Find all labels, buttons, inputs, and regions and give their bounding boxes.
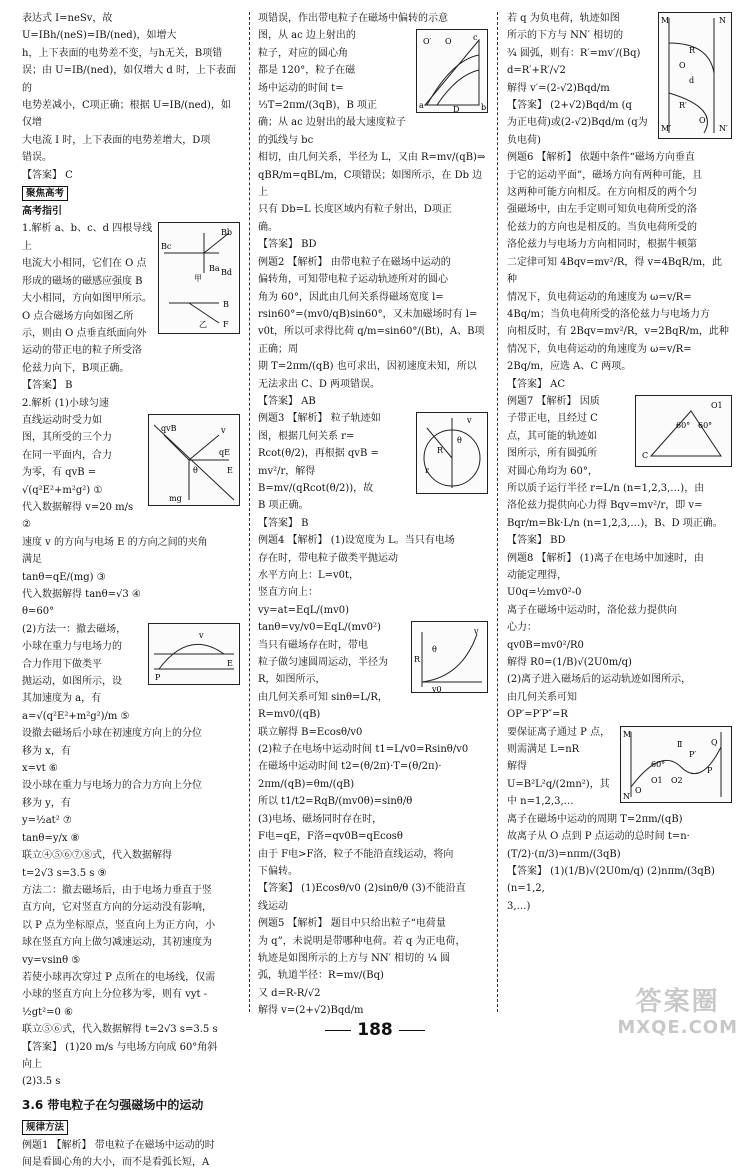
text-line: 示，则由 O 点垂直纸面向外 (22, 327, 147, 339)
text-line: 电势差减小，C项正确；根据 U=IB/(ned)，如仅增 (22, 100, 231, 129)
text-line: 只有 Db=L 长度区域内有粒子射出，D项正 (258, 204, 452, 216)
text-line: 子带正电，且经过 C (507, 413, 598, 425)
figure-label: v (221, 425, 226, 435)
figure-label: O′ (423, 37, 432, 47)
text-line: 运动的带正电的粒子所受洛 (22, 345, 142, 357)
text-line: 竖直方向上： (258, 587, 318, 599)
text-line: 球在竖直方向上做匀减速运动，其初速度为 (22, 937, 212, 949)
text-line: 【答案】 AB (258, 395, 316, 407)
text-line: 解得 R0=(1/B)√(2U0m/q) (507, 657, 632, 669)
column-divider-left (249, 12, 250, 1012)
text-line: 当只有磁场存在时，带电 (258, 639, 368, 651)
text-line: 为正电荷)或(2-√2)Bqd/m (q为负电荷) (507, 117, 648, 146)
figure-label: θ (193, 465, 198, 475)
text-line: 【答案】 BD (507, 535, 566, 547)
text-line: √(q²E²+m²g²) ① (22, 484, 103, 496)
figure-label: D (453, 105, 460, 115)
text-line: 联立⑤⑥式，代入数据解得 t=2√3 s=3.5 s (22, 1024, 218, 1036)
text-line: 误；由 U=IB/(ned)，如仅增大 d 时，上下表面的 (22, 65, 236, 94)
figure-label: R′ (679, 101, 687, 110)
text-line: (2)方法一：撤去磁场， (22, 623, 127, 635)
text-line: 期 T=2πm/(qB) 也可求出，因初速度未知，所以 (258, 361, 477, 373)
text-line: F电=qE，F洛=qv0B=qEcosθ (258, 831, 403, 843)
text-line: 【答案】 BD (258, 239, 317, 251)
column-right (507, 10, 732, 1020)
text-line: 例题6 【解析】 依题中条件“磁场方向垂直 (507, 152, 695, 164)
text-line: 图，从 ac 边上射出的 (258, 30, 356, 42)
figure-label: 60° (651, 759, 666, 769)
text-line: 洛伦兹力提供向心力得 Bqv=mv²/r，即 v= (507, 500, 703, 512)
figure-label: R (414, 655, 421, 665)
text-line: 例题2 【解析】 由带电粒子在磁场中运动的 (258, 256, 451, 268)
figure-label: O (445, 37, 452, 47)
text-line: rsin60°=(mv0/qB)sin60°，又未加磁场时有 l= (258, 308, 478, 320)
text-line: 3,…) (507, 900, 531, 912)
text-line: 设撤去磁场后小球在初速度方向上的分位 (22, 728, 202, 740)
figure-label: v (474, 627, 479, 637)
figure-label: 60° (698, 420, 713, 430)
figure-label: θ (432, 645, 437, 655)
text-line: 代入数据解得 tanθ=√3 ④ (22, 589, 141, 600)
figure-label: Bd (221, 268, 232, 278)
text-line: ⅓T=2πm/(3qB)，B 项正 (258, 100, 377, 112)
text-line: 间是看圆心角的大小，而不是看弧长短，A (22, 1157, 210, 1169)
text-line: d=R′+R′/√2 (507, 65, 566, 77)
text-line: 4Bq/m；当负电荷所受的洛伦兹力与电场力方 (507, 308, 710, 320)
text-line: 相切，由几何关系，半径为 L，又由 R=mv/(qB)⇒ (258, 152, 486, 164)
text-line: (2)粒子在电场中运动时间 t1=L/v0=Rsinθ/v0 (258, 744, 469, 756)
text-line: 又 d=R-R/√2 (258, 987, 321, 999)
text-line: 对圆心角均为 60°， (507, 465, 598, 477)
figure-label: B (223, 300, 229, 310)
text-line: 【答案】 C (22, 169, 73, 181)
text-line: 粒子做匀速圆周运动，半径为 R，如图所示， (258, 657, 388, 686)
text-line: 为 q”，未说明是带哪种电荷。若 q 为正电荷， (258, 935, 466, 947)
text-line: U0q=½mv0²-0 (507, 587, 582, 599)
text-line: 二定律可知 4Bqv=mv²/R，得 v=4BqR/m，此种 (507, 256, 723, 286)
text-line: v0t，所以可求得比荷 q/m=sin60°/(Bt)，A、B项正确；周 (258, 326, 485, 355)
figure-label: Q (711, 737, 718, 747)
text-line: 其加速度为 a，有 (22, 693, 102, 705)
figure-c2_fig3 (411, 621, 488, 693)
text-line: 于它的运动平面”，磁场方向有两种可能，且 (507, 169, 703, 181)
text-line: 都是 120°，粒子在磁 (258, 65, 356, 77)
text-line: t=2√3 s=3.5 s ⑨ (22, 867, 107, 879)
text-line: 所示的下方与 NN′ 相切的 (507, 30, 624, 42)
text-line: Rcot(θ/2)，再根据 qvB = (258, 448, 379, 460)
text-line: B 项正确。 (258, 500, 309, 512)
text-line: qBR/m=qBL/m，C项错误；如图所示，在 Db 边上 (258, 169, 483, 199)
figure-label: N (719, 16, 726, 25)
figure-label: F (223, 320, 229, 330)
text-line: 错误。 (22, 152, 52, 164)
figure-label: M′ (661, 124, 672, 133)
column-middle (258, 10, 488, 1020)
text-line: tanθ=y/x ⑧ (22, 832, 80, 844)
figure-label: 甲 (194, 274, 202, 284)
figure-label: E (227, 658, 233, 668)
figure-label: qE (219, 447, 230, 457)
text-line: 水平方向上：L=v0t， (258, 570, 360, 581)
section-badge: 聚焦高考 (22, 186, 68, 201)
text-line: 图所示，所有圆弧所 (507, 448, 597, 460)
text-line: 要保证离子通过 P 点， (507, 726, 611, 738)
text-line: 离子在磁场中运动时，洛伦兹力提供向 (507, 604, 677, 616)
figure-label: E (227, 465, 233, 475)
figure-c3_fig3 (620, 726, 732, 803)
text-line: tanθ=qE/(mg) ③ (22, 571, 106, 583)
watermark-logo (617, 989, 738, 1041)
text-line: 2Bq/m，应选 A、C 两项。 (507, 361, 632, 373)
text-line: h，上下表面的电势差不变，与h无关，B项错 (22, 47, 223, 59)
figure-c1_fig1 (158, 222, 240, 334)
text-line: 轨迹是如图所示的上方与 NN′ 相切的 ¼ 圆 (258, 952, 451, 964)
text-line: 移为 x，有 (22, 745, 71, 757)
figure-label: 60° (676, 420, 691, 430)
subsection-heading: 高考指引 (22, 206, 62, 218)
text-line: 动能定理得， (507, 570, 567, 581)
figure-c2_fig1 (416, 29, 488, 113)
text-line: 联立解得 B=Ecosθ/v0 (258, 726, 363, 738)
text-line: 无法求出 C、D 两项错误。 (258, 378, 381, 390)
figure-label: c (473, 33, 478, 43)
figure-label: R (437, 446, 444, 456)
text-line: x=vt ⑥ (22, 763, 58, 775)
text-line: 向相反时，有 2Bqv=mv²/R，v=2BqR/m，此种 (507, 326, 729, 338)
figure-label: R (689, 46, 696, 55)
figure-label: r (425, 466, 429, 476)
column-divider-right (497, 12, 498, 1012)
text-line: 图，根据几何关系 r= (258, 430, 355, 442)
figure-label: v (467, 416, 472, 426)
text-line: 电流大小相同，它们在 O 点 (22, 258, 147, 270)
figure-label: M (623, 729, 632, 739)
text-line: 确；从 ac 边射出的最大速度粒子的弧线与 bc (258, 117, 406, 146)
text-line: 在磁场中运动时间 t2=(θ/2π)·T=(θ/2π)· (258, 761, 442, 773)
figure-label: O′ (699, 116, 708, 125)
text-line: 合力作用下做类平 (22, 658, 102, 670)
text-line: 所以质子运行半径 r=L/n (n=1,2,3,…)，由 (507, 482, 705, 494)
text-line: 方法二：撤去磁场后，由于电场力垂直于竖 (22, 884, 212, 896)
text-line: 情况下，负电荷运动的角速度为 ω=v/R= (507, 343, 692, 355)
text-line: 洛伦兹力与电场力方向相同时，根据牛顿第 (507, 239, 697, 251)
text-line: (2)离子进入磁场后的运动轨迹如图所示， (507, 674, 692, 686)
text-line: 直方向，它对竖直方向的分运动没有影响， (22, 902, 212, 914)
text-line: 强磁场中，由左手定则可知负电荷所受的洛 (507, 204, 697, 216)
text-line: 小球在重力与电场力的 (22, 641, 122, 653)
text-line: 例题1 【解析】 带电粒子在磁场中运动的时 (22, 1139, 215, 1151)
text-line: 图，其所受的三个力 (22, 432, 112, 444)
text-line: 【答案】 B (22, 380, 73, 392)
text-line: 【答案】 AC (507, 378, 566, 390)
text-line: qv0B=mv0²/R0 (507, 639, 584, 651)
text-line: 【答案】 (1)20 m/s 与电场方向成 60°角斜 (22, 1041, 218, 1053)
figure-label: Ⅱ (677, 739, 683, 749)
text-line: 大小相同，方向如图甲所示。 (22, 293, 152, 305)
text-line: 大电流 I 时，上下表面的电势差增大，D项 (22, 134, 211, 146)
text-line: 2πm/(qB)=θm/(qB) (258, 778, 355, 790)
figure-label: a (419, 101, 424, 111)
text-line: 点，其可能的轨迹如 (507, 430, 597, 442)
watermark-line1: 答案圈 (635, 987, 720, 1017)
text-line: OP′=P′P″=R (507, 709, 568, 721)
text-line: 弧，轨道半径：R=mv/(Bq) (258, 970, 384, 982)
text-line: 表达式 I=neSv，故 U=IBh/(neS)=IB/(ned)，如增大 (22, 13, 177, 42)
text-line: 解得 v′=(2-√2)Bqd/m (507, 82, 610, 94)
text-line: 2.解析 (1)小球匀速 (22, 397, 109, 409)
figure-c3_fig2 (635, 395, 732, 467)
text-line: 场中运动的时间 t= (258, 82, 344, 94)
text-line: 则需满足 L=nR (507, 744, 580, 756)
text-line: 线运动 (258, 900, 288, 912)
text-line: 心力： (507, 622, 537, 634)
text-line: θ=60° (22, 606, 55, 618)
text-line: 偏转角，可知带电粒子运动轨迹所对的圆心 (258, 274, 448, 286)
figure-label: P (155, 672, 161, 682)
text-line: tanθ=vy/v0=EqL/(mv0²) (258, 622, 381, 634)
text-line: vy=vsinθ ⑤ (22, 954, 81, 966)
figure-c3_fig1 (658, 12, 732, 139)
figure-c2_fig2 (416, 412, 488, 494)
text-line: 移为 y，有 (22, 797, 71, 809)
column-left (22, 10, 240, 1169)
text-line: 向上 (22, 1058, 42, 1070)
text-line: 在同一平面内，合力 (22, 449, 112, 461)
text-line: 为零，有 qvB = (22, 467, 97, 479)
text-line: 【答案】 (1)Ecosθ/v0 (2)sinθ/θ (3)不能沿直 (258, 883, 466, 895)
figure-label: v (199, 630, 204, 640)
figure-label: O1 (711, 400, 723, 410)
text-line: 由几何关系可知 (507, 691, 577, 703)
text-line: 直线运动时受力如 (22, 414, 102, 426)
text-line: 角为 60°，因此由几何关系得磁场宽度 l= (258, 291, 444, 303)
text-line: 解得 v=(2+√2)Bqd/m (258, 1005, 364, 1017)
text-line: 速度 v 的方向与电场 E 的方向之间的夹角 (22, 536, 208, 548)
text-line: 1.解析 a、b、c、d 四根导线上 (22, 223, 153, 252)
text-line: 伦兹力的方向也是相反的。当负电荷所受的 (507, 221, 697, 233)
text-line: 伦兹力向下，B项正确。 (22, 362, 130, 374)
text-line: 例题7 【解析】 因质 (507, 395, 600, 407)
figure-label: O1 (651, 775, 663, 785)
watermark-line2: MXQE.COM (617, 1017, 738, 1038)
text-line: 小球的竖直方向上分位移为零，则有 vyt - (22, 989, 208, 1001)
page-number-text: 188 (357, 1020, 393, 1040)
figure-label: θ (457, 436, 462, 446)
text-line: 若使小球再次穿过 P 点所在的电场线，仅需 (22, 971, 216, 983)
section-badge: 规律方法 (22, 1120, 68, 1135)
text-line: 【答案】 (2+√2)Bqd/m (q (507, 100, 632, 112)
text-line: ¾ 圆弧，则有：R′=mv′/(Bq) (507, 47, 641, 59)
text-line: 粒子，对应的圆心角 (258, 47, 348, 59)
text-line: 故离子从 O 点到 P 点运动的总时间 t=n· (507, 831, 690, 843)
figure-label: M (661, 16, 670, 25)
text-line: 由几何关系可知 sinθ=L/R，R=mv0/(qB) (258, 691, 388, 721)
text-line: Bqr/m=Bk·L/n (n=1,2,3,…)，B、D 项正确。 (507, 517, 723, 529)
text-line: 例题5 【解析】 题目中只给出粒子“电荷量 (258, 918, 446, 930)
figure-label: N′ (719, 124, 728, 133)
text-line: 【答案】 (1)(1/B)√(2U0m/q) (2)nπm/(3qB) (n=1,2, (507, 865, 715, 895)
text-line: O 点合磁场方向如图乙所 (22, 310, 134, 322)
text-line: vy=at=EqL/(mv0) (258, 604, 350, 616)
text-line: 设小球在重力与电场力的合力方向上分位 (22, 780, 202, 792)
figure-c1_fig2 (148, 414, 240, 506)
figure-label: v0 (432, 685, 442, 695)
figure-label: P′ (689, 749, 697, 759)
text-line: 确。 (258, 221, 278, 233)
text-line: mv²/r，解得 B=mv/(qRcot(θ/2))，故 (258, 465, 374, 494)
text-line: 联立④⑤⑥⑦⑧式，代入数据解得 (22, 850, 172, 862)
text-line: 由于 F电>F洛，粒子不能沿直线运动，将向 (258, 848, 454, 860)
text-line: 下偏转。 (258, 865, 298, 877)
text-line: 抛运动，如图所示，设 (22, 676, 122, 688)
figure-label: P (707, 765, 713, 775)
section-title: 3.6 带电粒子在匀强磁场中的运动 (22, 1097, 204, 1112)
text-line: ½gt²=0 ⑥ (22, 1006, 74, 1018)
text-line: 解得 U=B²L²q/(2mn²)，其中 n=1,2,3,… (507, 761, 610, 808)
figure-label: O (635, 785, 642, 795)
figure-label: O2 (671, 775, 683, 785)
text-line: 所以 t1/t2=RqB/(mv0θ)=sinθ/θ (258, 796, 413, 808)
text-line: (T/2)·(π/3)=nπm/(3qB) (507, 848, 621, 860)
text-line: 存在时，带电粒子做类平抛运动 (258, 552, 398, 564)
text-line: y=½at² ⑦ (22, 815, 72, 827)
text-line: 例题8 【解析】 (1)离子在电场中加速时，由 (507, 552, 704, 564)
text-line: 以 P 点为坐标原点，竖直向上为正方向，小 (22, 919, 216, 931)
figure-label: C (642, 450, 649, 460)
text-line: 项错误，作出带电粒子在磁场中偏转的示意 (258, 13, 448, 24)
figure-label: Bc (161, 242, 172, 252)
text-line: 离子在磁场中运动的周期 T=2πm/(qB) (507, 813, 683, 825)
text-line: 代入数据解得 v=20 m/s ② (22, 501, 134, 531)
figure-label: mg (169, 493, 182, 503)
text-line: (2)3.5 s (22, 1076, 61, 1088)
text-line: 【答案】 B (258, 517, 309, 529)
figure-label: Bb (221, 228, 232, 238)
text-line: a=√(q²E²+m²g²)/m ⑤ (22, 710, 130, 722)
figure-label: 乙 (199, 320, 207, 330)
figure-label: Ba (209, 264, 220, 274)
text-line: 形成的磁场的磁感应强度 B (22, 275, 143, 287)
figure-c1_fig3 (148, 623, 240, 685)
figure-label: O (679, 61, 686, 70)
figure-label: b (481, 103, 487, 113)
text-line: 若 q 为负电荷，轨迹如图 (507, 13, 620, 24)
figure-label: qvB (161, 423, 177, 433)
text-line: 这两种可能方向相反。在方向相反的两个匀 (507, 187, 697, 199)
text-line: 情况下，负电荷运动的角速度为 ω=v/R= (507, 291, 692, 303)
text-line: (3)电场、磁场同时存在时， (258, 813, 383, 825)
figure-label: N (623, 791, 630, 801)
text-line: 满足 (22, 554, 42, 566)
text-line: 例题3 【解析】 粒子轨迹如 (258, 413, 381, 425)
text-line: 例题4 【解析】 (1)设宽度为 L。当只有电场 (258, 535, 455, 547)
figure-label: d (689, 76, 695, 85)
